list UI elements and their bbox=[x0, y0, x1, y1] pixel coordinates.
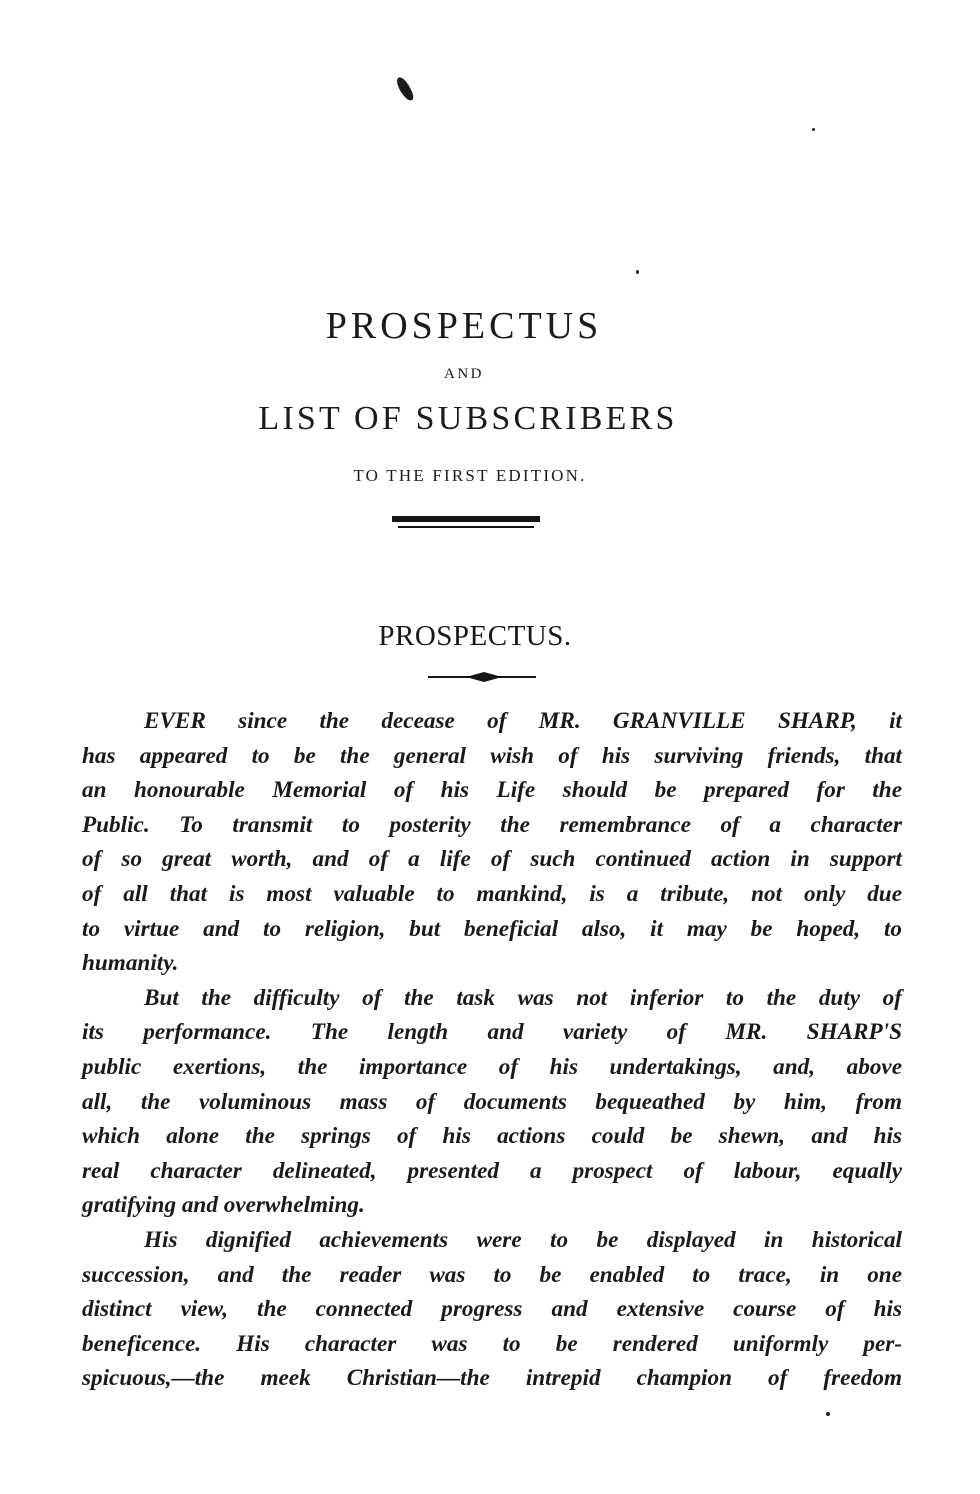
text-line: beneficence. His character was to be rendered uniformly per- bbox=[82, 1330, 902, 1357]
double-rule-divider bbox=[392, 516, 540, 530]
text-line: succession, and the reader was to be enabled to trace, in one bbox=[82, 1261, 902, 1288]
text-line: all, the voluminous mass of documents bequeathed by him, from bbox=[82, 1088, 902, 1115]
text-line: of so great worth, and of a life of such continued action in support bbox=[82, 846, 902, 873]
text-line: humanity. bbox=[82, 950, 179, 977]
text-line: public exertions, the importance of his undertakings, and, above bbox=[82, 1053, 902, 1080]
text-line: of all that is most valuable to mankind, is a tribute, not only due bbox=[82, 880, 902, 907]
section-heading: PROSPECTUS. bbox=[378, 620, 572, 652]
text-line: But the difficulty of the task was not inferior to the duty of bbox=[144, 984, 902, 1011]
ink-speck bbox=[812, 128, 815, 131]
title-conjunction: AND bbox=[444, 366, 484, 382]
text-line: His dignified achievements were to be displayed in historical bbox=[144, 1226, 902, 1253]
ink-speck bbox=[394, 75, 415, 103]
paragraph bbox=[82, 981, 902, 1223]
text-line: EVER since the decease of MR. GRANVILLE SHARP, it bbox=[144, 708, 902, 734]
text-line: to virtue and to religion, but beneficial also, it may be hoped, to bbox=[82, 915, 902, 942]
text-line: gratifying and overwhelming. bbox=[82, 1192, 365, 1219]
ink-speck bbox=[636, 270, 639, 274]
text-line: which alone the springs of his actions could be shewn, and his bbox=[82, 1123, 902, 1150]
paragraph bbox=[82, 1223, 902, 1396]
text-line: an honourable Memorial of his Life should be prepared for the bbox=[82, 777, 902, 804]
ornament-divider bbox=[428, 670, 536, 684]
page-title: PROSPECTUS bbox=[325, 305, 603, 347]
ink-speck bbox=[826, 1412, 830, 1416]
text-line: distinct view, the connected progress and extensive course of his bbox=[82, 1296, 902, 1323]
text-line: Public. To transmit to posterity the remembrance of a character bbox=[82, 811, 902, 838]
text-line: has appeared to be the general wish of his surviving friends, that bbox=[82, 742, 902, 769]
paragraph bbox=[82, 704, 902, 981]
page-subtitle: LIST OF SUBSCRIBERS bbox=[258, 400, 678, 437]
body-text bbox=[82, 704, 902, 1396]
edition-note: TO THE FIRST EDITION. bbox=[353, 466, 587, 485]
text-line: spicuous,—the meek Christian—the intrepid champion of freedom bbox=[82, 1365, 902, 1392]
text-line: its performance. The length and variety of MR. SHARP'S bbox=[82, 1019, 902, 1046]
text-line: real character delineated, presented a prospect of labour, equally bbox=[82, 1157, 902, 1184]
